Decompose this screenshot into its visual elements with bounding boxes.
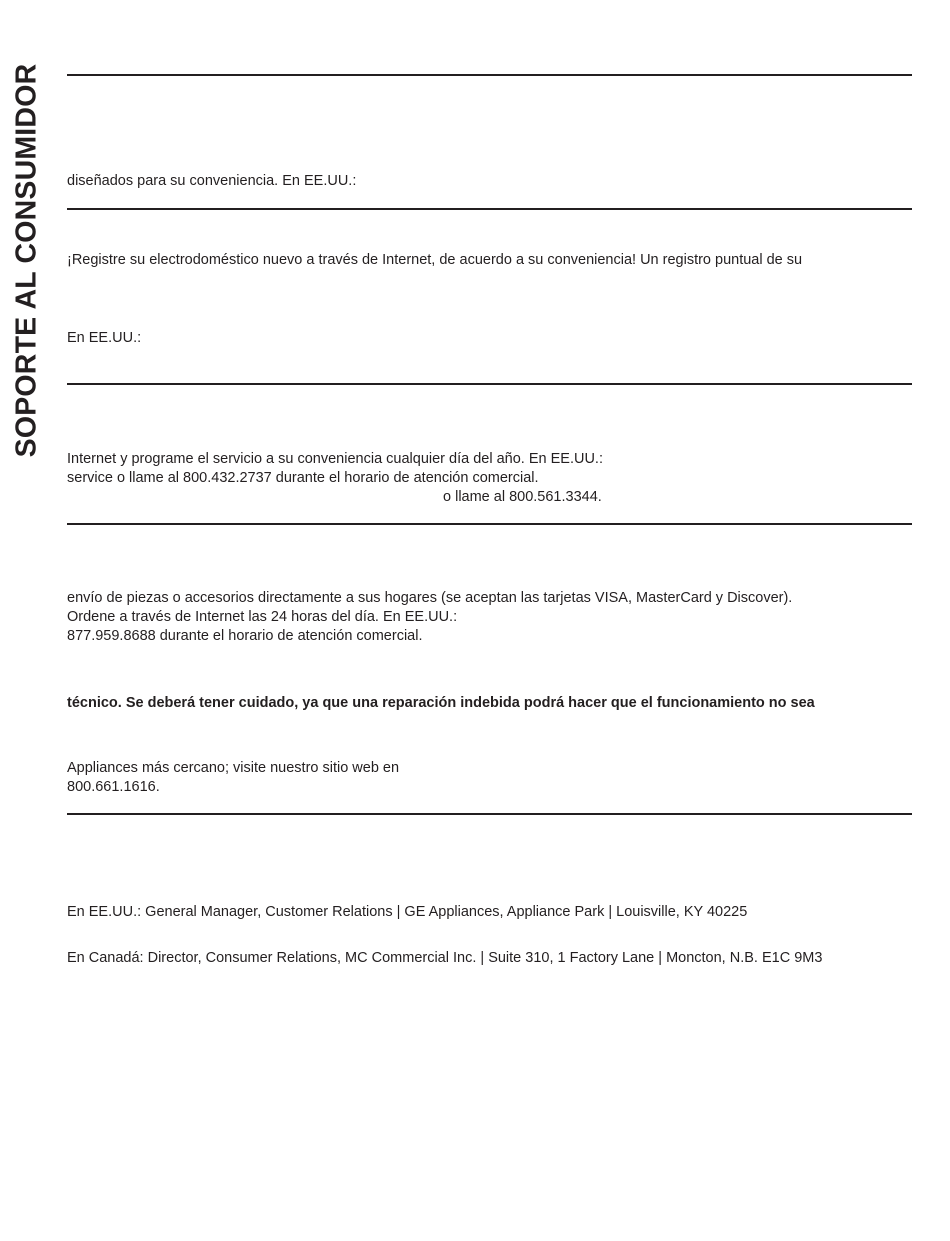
contact-canada-address: En Canadá: Director, Consumer Relations, MC Commercial Inc. | Suite 310, 1 Factory Lane | Moncton, N.B. E1C 9M3 [67,950,823,966]
service-phone-canada: o llame al 800.561.3344. [443,489,602,505]
registration-region-text: En EE.UU.: [67,330,142,346]
section-divider [67,74,912,76]
side-title [5,38,49,482]
contact-us-address: En EE.UU.: General Manager, Customer Relations | GE Appliances, Appliance Park | Louisville, KY 40225 [67,904,748,920]
nearest-service-phone: 800.661.1616. [67,779,160,795]
parts-phone-text: 877.959.8688 durante el horario de atención comercial. [67,628,423,644]
section-divider [67,383,912,385]
nearest-service-text: Appliances más cercano; visite nuestro sitio web en [67,760,400,776]
repair-warning-text: técnico. Se deberá tener cuidado, ya que una reparación indebida podrá hacer que el funcionamiento no sea [67,695,815,711]
section-divider [67,523,912,525]
registration-text: ¡Registre su electrodoméstico nuevo a través de Internet, de acuerdo a su conveniencia! Un registro puntual de su [67,252,803,268]
parts-text: envío de piezas o accesorios directamente a sus hogares (se aceptan las tarjetas VISA, MasterCard y Discover). [67,590,793,606]
service-text: Internet y programe el servicio a su conveniencia cualquier día del año. En EE.UU.: [67,451,603,467]
intro-text: diseñados para su conveniencia. En EE.UU.: [67,173,357,189]
side-title-text: SOPORTE AL CONSUMIDOR [10,63,43,457]
service-phone-us: service o llame al 800.432.2737 durante el horario de atención comercial. [67,470,539,486]
parts-order-text: Ordene a través de Internet las 24 horas del día. En EE.UU.: [67,609,458,625]
section-divider [67,208,912,210]
section-divider [67,813,912,815]
